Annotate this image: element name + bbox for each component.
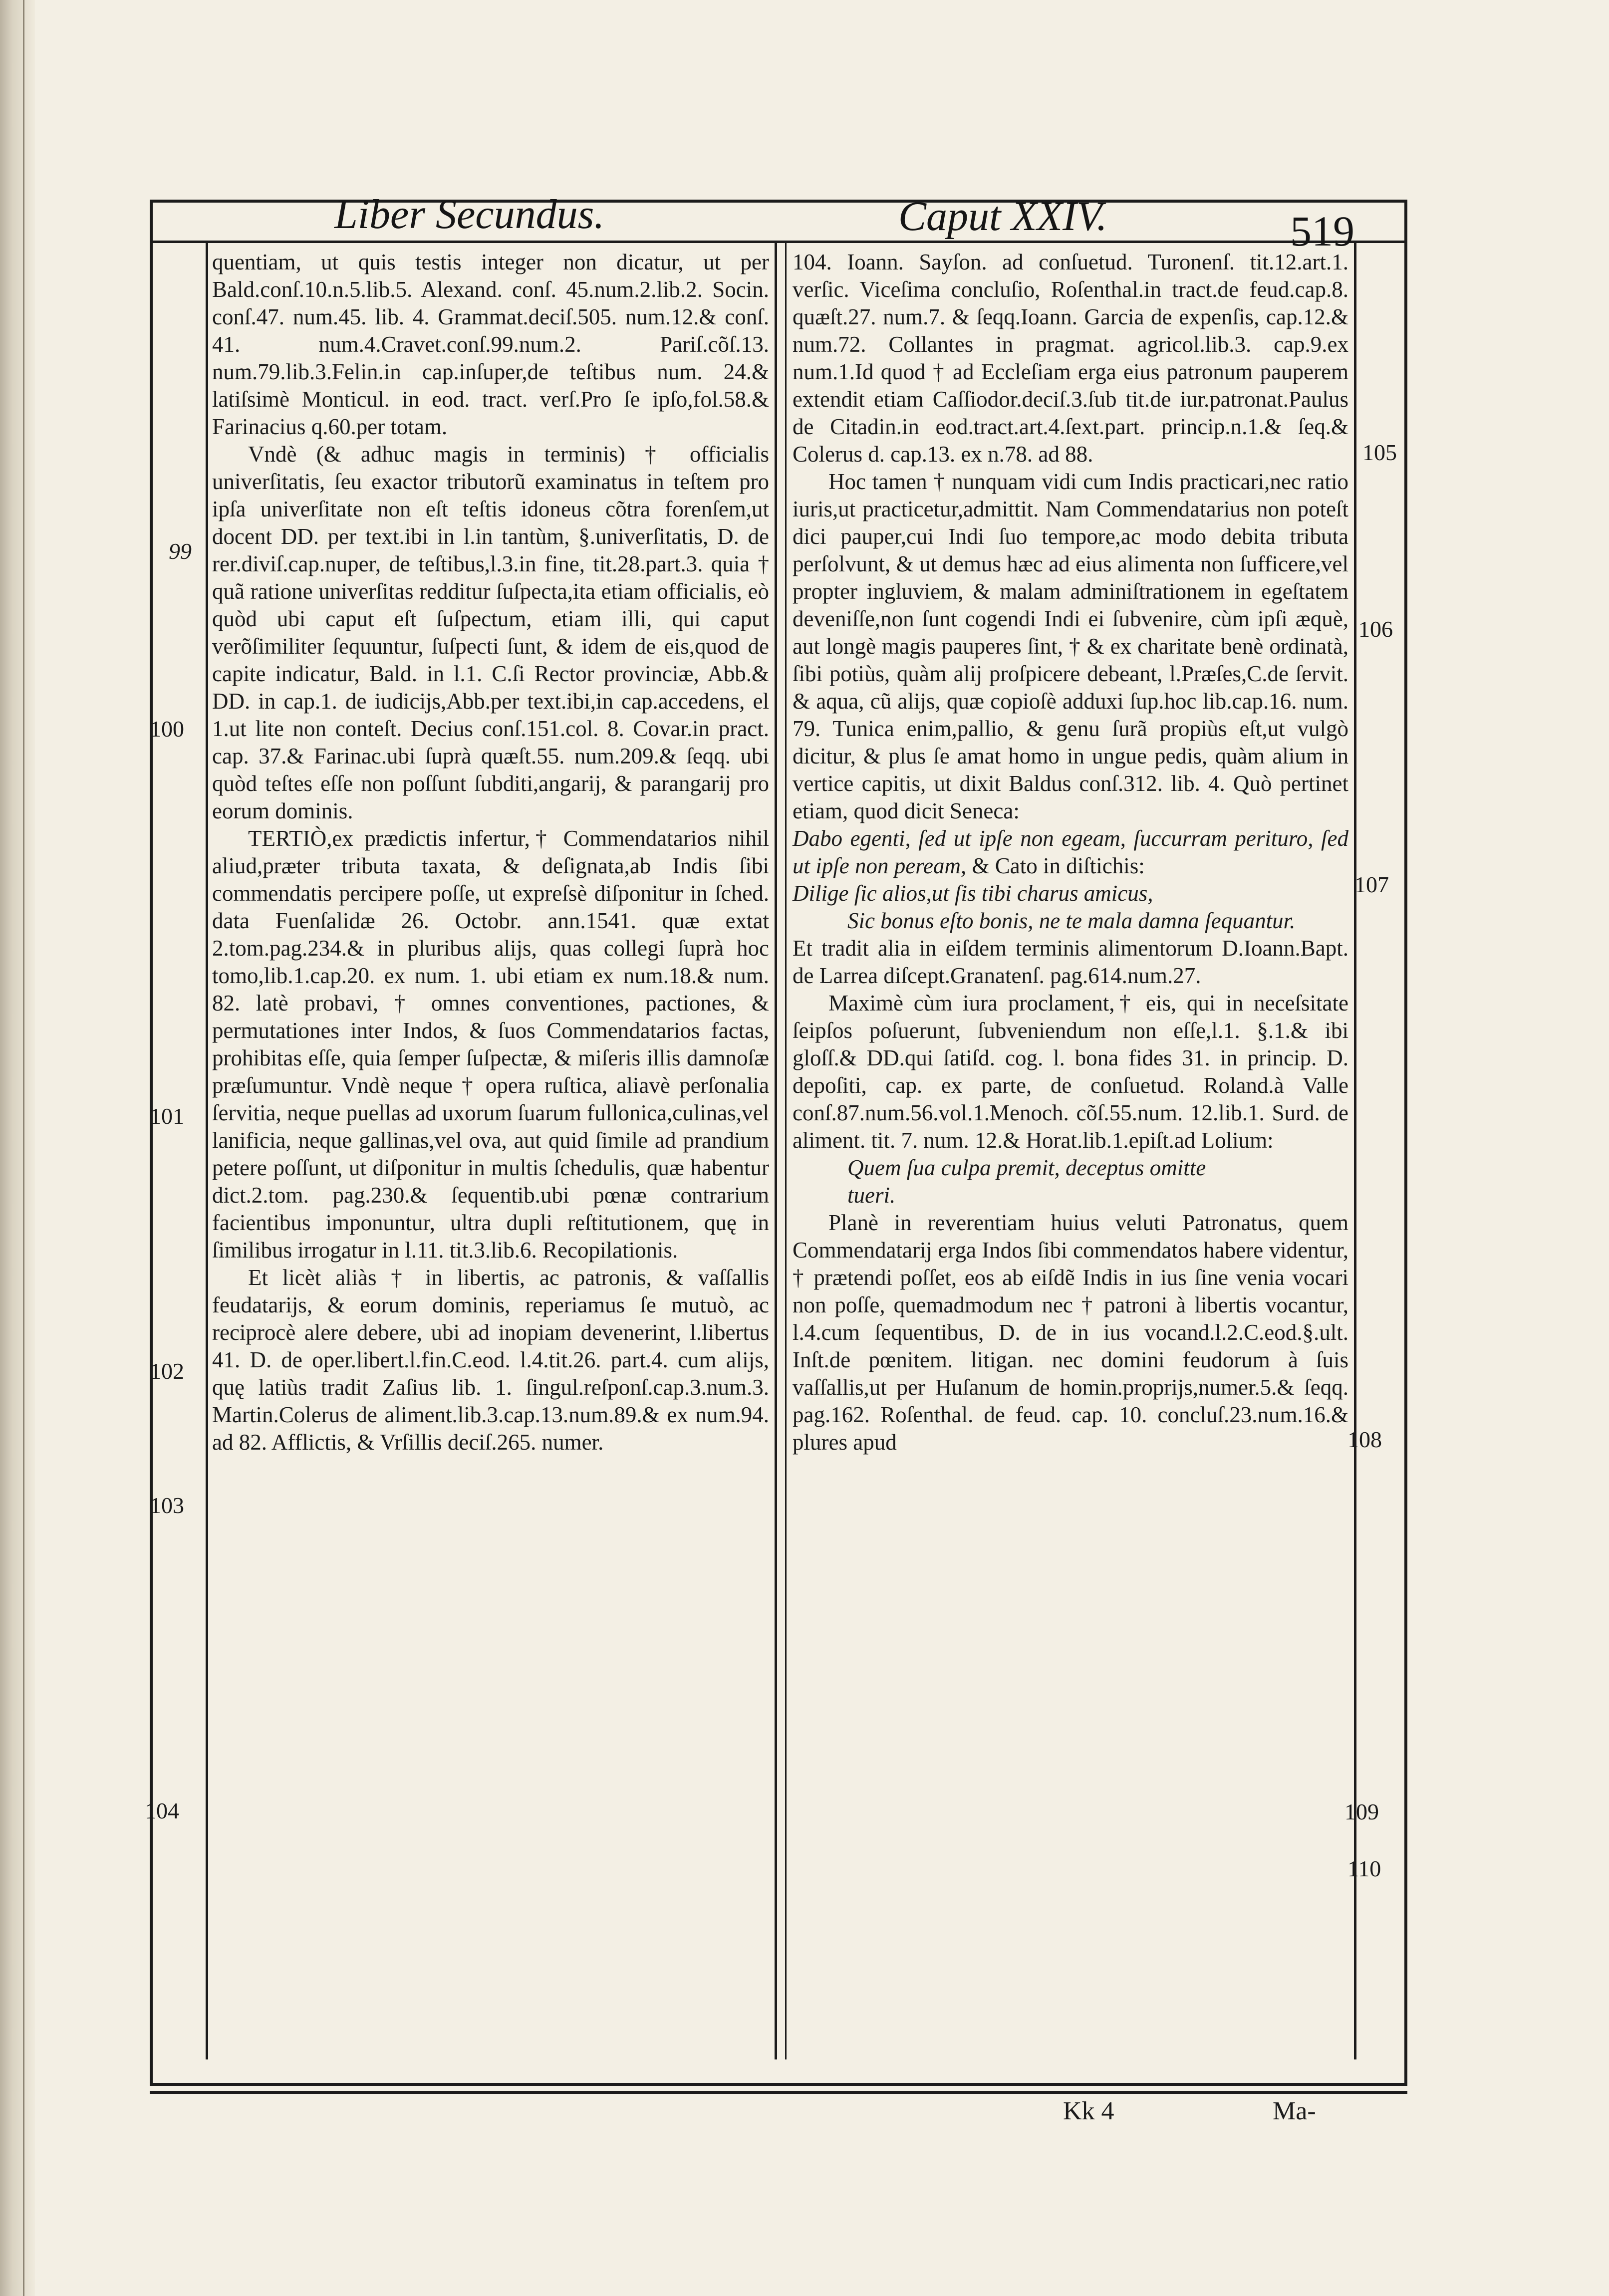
verse-line: tueri. <box>847 1183 896 1208</box>
margin-number: 107 <box>1354 872 1389 897</box>
running-head-center: Caput XXIV. <box>898 193 1107 240</box>
paragraph: 104. Ioann. Sayſon. ad conſuetud. Turonenſ. tit.12.art.1. verſic. Viceſima concluſio, Roſenthal.in tract.de feud.cap.8. quæſt.27. num.7. & ſeqq.Ioann. Garcia de expenſis, cap.12.& num.72. Collantes in pragmat. agricol.lib.3. cap.9.ex num.1.Id quod † ad Eccleſiam erga eius patronum pauperem extendit etiam Caſſiodor.deciſ.3.ſub tit.de iur.patronat.Paulus de Citadin.in eod.tract.art.4.ſext.part. princip.n.1.& ſeq.& Colerus d. cap.13. ex n.78. ad 88. <box>793 250 1348 467</box>
seneca-quote <box>793 825 1348 880</box>
seneca-quote-text: Dabo egenti, ſed ut ipſe non egeam, ſuccurram perituro, ſed ut ipſe non peream, <box>793 826 1348 878</box>
column-divider-rule <box>775 243 777 2059</box>
signature-mark: Kk 4 <box>1063 2097 1114 2125</box>
right-column <box>793 249 1348 1456</box>
margin-number: 99 <box>169 538 192 564</box>
paragraph: TERTIÒ,ex prædictis infertur,† Commendatarios nihil aliud,præter tributa taxata, & deſignata,ab Indis ſibi commendatis percipere poſſe, ut expreſsè diſponitur in ſched. data Fuenſalidæ 26. Octobr. ann.1541. quæ extat 2.tom.pag.234.& in pluribus alijs, quas collegi ſuprà hoc tomo,lib.1.cap.20. ex num. 1. ubi etiam ex num.18.& num. 82. latè probavi, † omnes conventiones, pactiones, & permutationes inter Indos, & ſuos Commendatarios factas, prohibitas eſſe, quia ſemper ſuſpectæ, & miſeris illis damnoſæ præſumuntur. Vndè neque † opera ruſtica, aliavè perſonalia ſervitia, neque puellas ad uxorum ſuarum fullonica,culinas,vel lanificia, neque gallinas,vel ova, aut quid ſimile ad prandium petere poſſunt, ut diſponitur in multis ſchedulis, quæ habentur dict.2.tom. pag.230.& ſequentib.ubi pœnæ contrarium facientibus imponuntur, ultra dupli reſtitutionem, quę in ſimilibus irrogatur in l.11. tit.3.lib.6. Recopilationis. <box>212 826 769 1263</box>
margin-number: 110 <box>1347 1856 1381 1881</box>
margin-number: 101 <box>150 1103 184 1129</box>
seneca-quote-tail: & Cato in diſtichis: <box>972 853 1145 878</box>
binding-shadow <box>0 0 35 2296</box>
running-head-left: Liber Secundus. <box>334 191 605 238</box>
column-divider-rule-2 <box>785 243 787 2059</box>
right-column-rule-outer <box>1354 243 1356 2059</box>
paragraph: Et tradit alia in eiſdem terminis alimentorum D.Ioann.Bapt. de Larrea diſcept.Granatenſ. pag.614.num.27. <box>793 936 1348 988</box>
catchword: Ma- <box>1273 2097 1316 2125</box>
paragraph: Vndè (& adhuc magis in terminis) † officialis univerſitatis, ſeu exactor tributorũ examinatus in teſtem pro ipſa univerſitate non eſt teſtis idoneus cõtra forenſem,ut docent DD. per text.ibi in l.in tantùm, §.univerſitatis, D. de rer.diviſ.cap.nuper, de teſtibus,l.3.in fine, tit.28.part.3. quia † quã ratione univerſitas redditur ſuſpecta,ita etiam officialis, eò quòd ubi caput eſt ſuſpectum, etiam illi, qui caput verõſimiliter ſequuntur, ſuſpecti ſunt, & idem de eis,quod de capite indicatur, Bald. in l.1. C.ſi Rector provinciæ, Abb.& DD. in cap.1. de iudicijs,Abb.per text.ibi,in cap.accedens, el 1.ut lite non conteſt. Decius conſ.151.col. 8. Covar.in pract. cap. 37.& Farinac.ubi ſuprà quæſt.55. num.209.& ſeqq. ubi quòd teſtes eſſe non poſſunt ſubditi,angarij, & parangarij pro eorum dominis. <box>212 442 769 823</box>
margin-number: 109 <box>1344 1799 1379 1824</box>
margin-number: 104 <box>145 1798 179 1823</box>
left-column <box>212 249 769 1456</box>
verse-line: Dilige ſic alios,ut ſis tibi charus amicus, <box>793 881 1153 906</box>
margin-number: 103 <box>150 1493 184 1518</box>
binding-edge <box>23 0 24 2296</box>
paragraph: Et licèt aliàs † in libertis, ac patronis, & vaſſallis feudatarijs, & eorum dominis, reperiamus ſe mutuò, ac reciprocè alere debere, ubi ad inopiam devenerint, l.libertus 41. D. de oper.libert.l.fin.C.eod. l.4.tit.26. part.4. cum alijs, quę latiùs tradit Zaſius lib. 1. ſingul.reſponſ.cap.3.num.3. Martin.Colerus de aliment.lib.3.cap.13.num.89.& ex num.94. ad 82. Afflictis, & Vrſillis deciſ.265. numer. <box>212 1265 769 1455</box>
left-column-rule-outer <box>206 243 208 2059</box>
page-number: 519 <box>1290 207 1354 255</box>
margin-number: 102 <box>150 1358 184 1384</box>
footer-rule <box>150 2091 1407 2094</box>
margin-number: 106 <box>1358 616 1393 642</box>
paragraph: Planè in reverentiam huius veluti Patronatus, quem Commendatarij erga Indos ſibi commendatos habere videntur, † prætendi poſſet, eos ab eiſdẽ Indis in ius ſine venia vocari non poſſe, quemadmodum nec † patroni à libertis vocantur, l.4.cum ſequentibus, D. de in ius vocand.l.2.C.eod.§.ult. Inſt.de pœnitem. litigan. nec domini feudorum à ſuis vaſſallis,ut per Huſanum de homin.proprijs,numer.5.& ſeqq. pag.162. Roſenthal. de feud. cap. 10. concluſ.23.num.16.& plures apud <box>793 1210 1348 1455</box>
verse-line: Sic bonus eſto bonis, ne te mala damna ſequantur. <box>847 908 1296 933</box>
paragraph: Hoc tamen † nunquam vidi cum Indis practicari,nec ratio iuris,ut practicetur,admittit. Nam Commendatarius non poteſt dici pauper,cui Indi ſuo tempore,ac modo debita tributa perſolvunt, & ut demus hæc ad eius alimenta non ſufficere,vel propter ingluviem, & malam adminiſtrationem in egeſtatem deveniſſe,non ſunt cogendi Indi ei ſubvenire, cùm ipſi æquè, aut longè magis pauperes ſint, † & ex charitate benè ordinatà, ſibi potiùs, quàm alij proſpicere debeant, l.Præſes,C.de ſervit. & aqua, cũ alijs, quæ copioſè adduxi ſup.hoc lib.cap.16. num. 79. Tunica enim,pallio, & genu ſurã propiùs eſt,ut vulgò dicitur, & plus ſe amat homo in ungue pedis, quàm alium in vertice capitis, ut dixit Baldus conſ.312. lib. 4. Quò pertinet etiam, quod dicit Seneca: <box>793 469 1348 823</box>
paragraph: Maximè cùm iura proclament,† eis, qui in neceſsitate ſeipſos poſuerunt, ſubveniendum non eſſe,l.1. §.1.& ibi gloſſ.& DD.qui ſatiſd. cog. l. bona fides 31. in princip. D. depoſiti, cap. ex parte, de conſuetud. Roland.à Valle conſ.87.num.56.vol.1.Menoch. cõſ.55.num. 12.lib.1. Surd. de aliment. tit. 7. num. 12.& Horat.lib.1.epiſt.ad Lolium: <box>793 991 1348 1153</box>
paragraph: quentiam, ut quis testis integer non dicatur, ut per Bald.conſ.10.n.5.lib.5. Alexand. conſ. 45.num.2.lib.2. Socin. conſ.47. num.45. lib. 4. Grammat.deciſ.505. num.12.& conſ. 41. num.4.Cravet.conſ.99.num.2. Pariſ.cõſ.13. num.79.lib.3.Felin.in cap.inſuper,de teſtibus num. 24.& latiſsimè Monticul. in eod. tract. verſ.Pro ſe ipſo,fol.58.& Farinacius q.60.per totam. <box>212 250 769 439</box>
margin-number: 108 <box>1347 1427 1382 1452</box>
verse-line: Quem ſua culpa premit, deceptus omitte <box>847 1155 1206 1180</box>
margin-number: 105 <box>1362 440 1397 465</box>
header-rule <box>153 241 1404 243</box>
margin-number: 100 <box>150 716 184 742</box>
